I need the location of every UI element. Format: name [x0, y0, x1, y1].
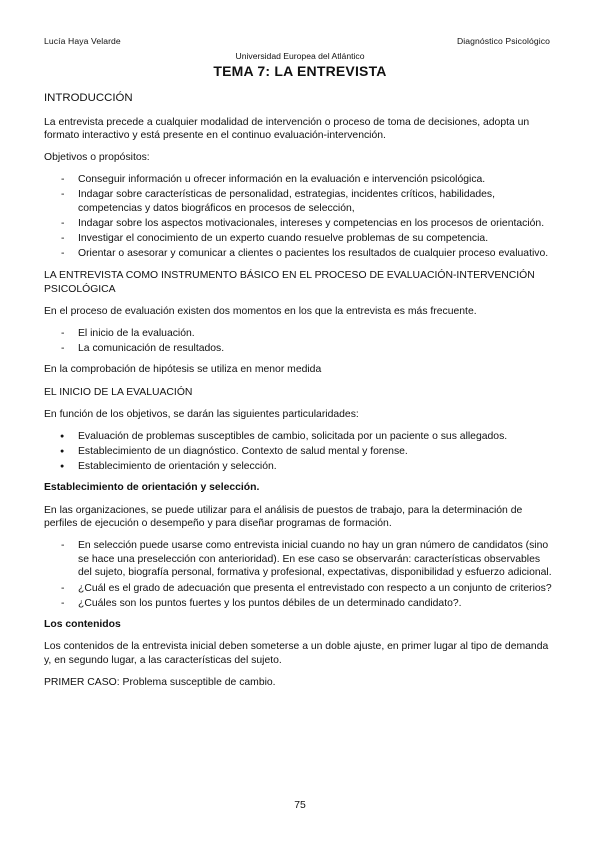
- list-item: - Investigar el conocimiento de un experto cuando resuelve problemas de su competencia.: [44, 232, 554, 246]
- particularities-list: [44, 430, 554, 474]
- list-item: - El inicio de la evaluación.: [44, 327, 554, 341]
- list-item: ● Evaluación de problemas susceptibles de cambio, solicitada por un paciente o sus allegados.: [44, 430, 554, 444]
- orientation-paragraph: En las organizaciones, se puede utilizar para el análisis de puestos de trabajo, para la determinación de perfiles de ejecución o desempeño y para diseñar programas de formación.: [44, 504, 523, 530]
- orientation-heading: Establecimiento de orientación y selección.: [44, 482, 260, 494]
- list-item: - ¿Cuál es el grado de adecuación que presenta el entrevistado con respecto a un conjunto de criterios?: [44, 582, 554, 596]
- first-case-paragraph: PRIMER CASO: Problema susceptible de cambio.: [44, 677, 276, 688]
- hypothesis-paragraph: En la comprobación de hipótesis se utiliza en menor medida: [44, 364, 322, 376]
- contents-paragraph: Los contenidos de la entrevista inicial deben someterse a un doble ajuste, en primer lugar al tipo de demanda y, en segundo lugar, a las características del sujeto.: [44, 641, 549, 666]
- list-item: - En selección puede usarse como entrevista inicial cuando no hay un gran número de candidatos (sino se hace una preselección con anterioridad). En ese caso se observarán: características observables del sujeto, biografía personal, formativa y profesional, expectativas, disponibilidad y esfuerzo adicional.: [44, 539, 554, 580]
- list-item: ● Establecimiento de un diagnóstico. Contexto de salud mental y forense.: [44, 445, 554, 459]
- selection-list: [44, 539, 554, 610]
- moments-list: [44, 327, 554, 356]
- list-item: - ¿Cuáles son los puntos fuertes y los puntos débiles de un determinado candidato?.: [44, 597, 554, 611]
- header-subject: Diagnóstico Psicológico: [456, 36, 550, 46]
- objectives-list: [44, 173, 554, 261]
- list-item: ● Establecimiento de orientación y selección.: [44, 460, 554, 474]
- start-heading: EL INICIO DE LA EVALUACIÓN: [44, 386, 193, 398]
- page-title: TEMA 7: LA ENTREVISTA: [213, 63, 387, 79]
- objectives-label: Objetivos o propósitos:: [44, 152, 150, 164]
- contents-heading: Los contenidos: [44, 619, 121, 631]
- list-item: - La comunicación de resultados.: [44, 342, 554, 356]
- intro-heading: INTRODUCCIÓN: [44, 92, 133, 104]
- start-paragraph: En función de los objetivos, se darán las siguientes particularidades:: [44, 408, 359, 420]
- list-item: - Indagar sobre características de personalidad, estrategias, incidentes críticos, habilidades, competencias y datos biográficos en procesos de selección,: [44, 188, 554, 215]
- instrument-paragraph: En el proceso de evaluación existen dos momentos en los que la entrevista es más frecuente.: [44, 305, 477, 317]
- header-university: Universidad Europea del Atlántico: [235, 51, 365, 61]
- list-item: - Conseguir información u ofrecer información en la evaluación e intervención psicológica.: [44, 173, 554, 187]
- instrument-heading: LA ENTREVISTA COMO INSTRUMENTO BÁSICO EN EL PROCESO DE EVALUACIÓN-INTERVENCIÓN PSICOLÓGICA: [44, 269, 535, 295]
- list-item: - Indagar sobre los aspectos motivacionales, intereses y competencias en los procesos de orientación.: [44, 217, 554, 231]
- page-number: 75: [294, 800, 306, 811]
- intro-paragraph: La entrevista precede a cualquier modalidad de intervención o proceso de toma de decisiones, adopta un formato interactivo y está presente en el continuo evaluación-intervención.: [44, 116, 530, 142]
- header-author: Lucía Haya Velarde: [44, 36, 121, 46]
- document-body: [44, 92, 554, 698]
- list-item: - Orientar o asesorar y comunicar a clientes o pacientes los resultados de cualquier proceso evaluativo.: [44, 247, 554, 261]
